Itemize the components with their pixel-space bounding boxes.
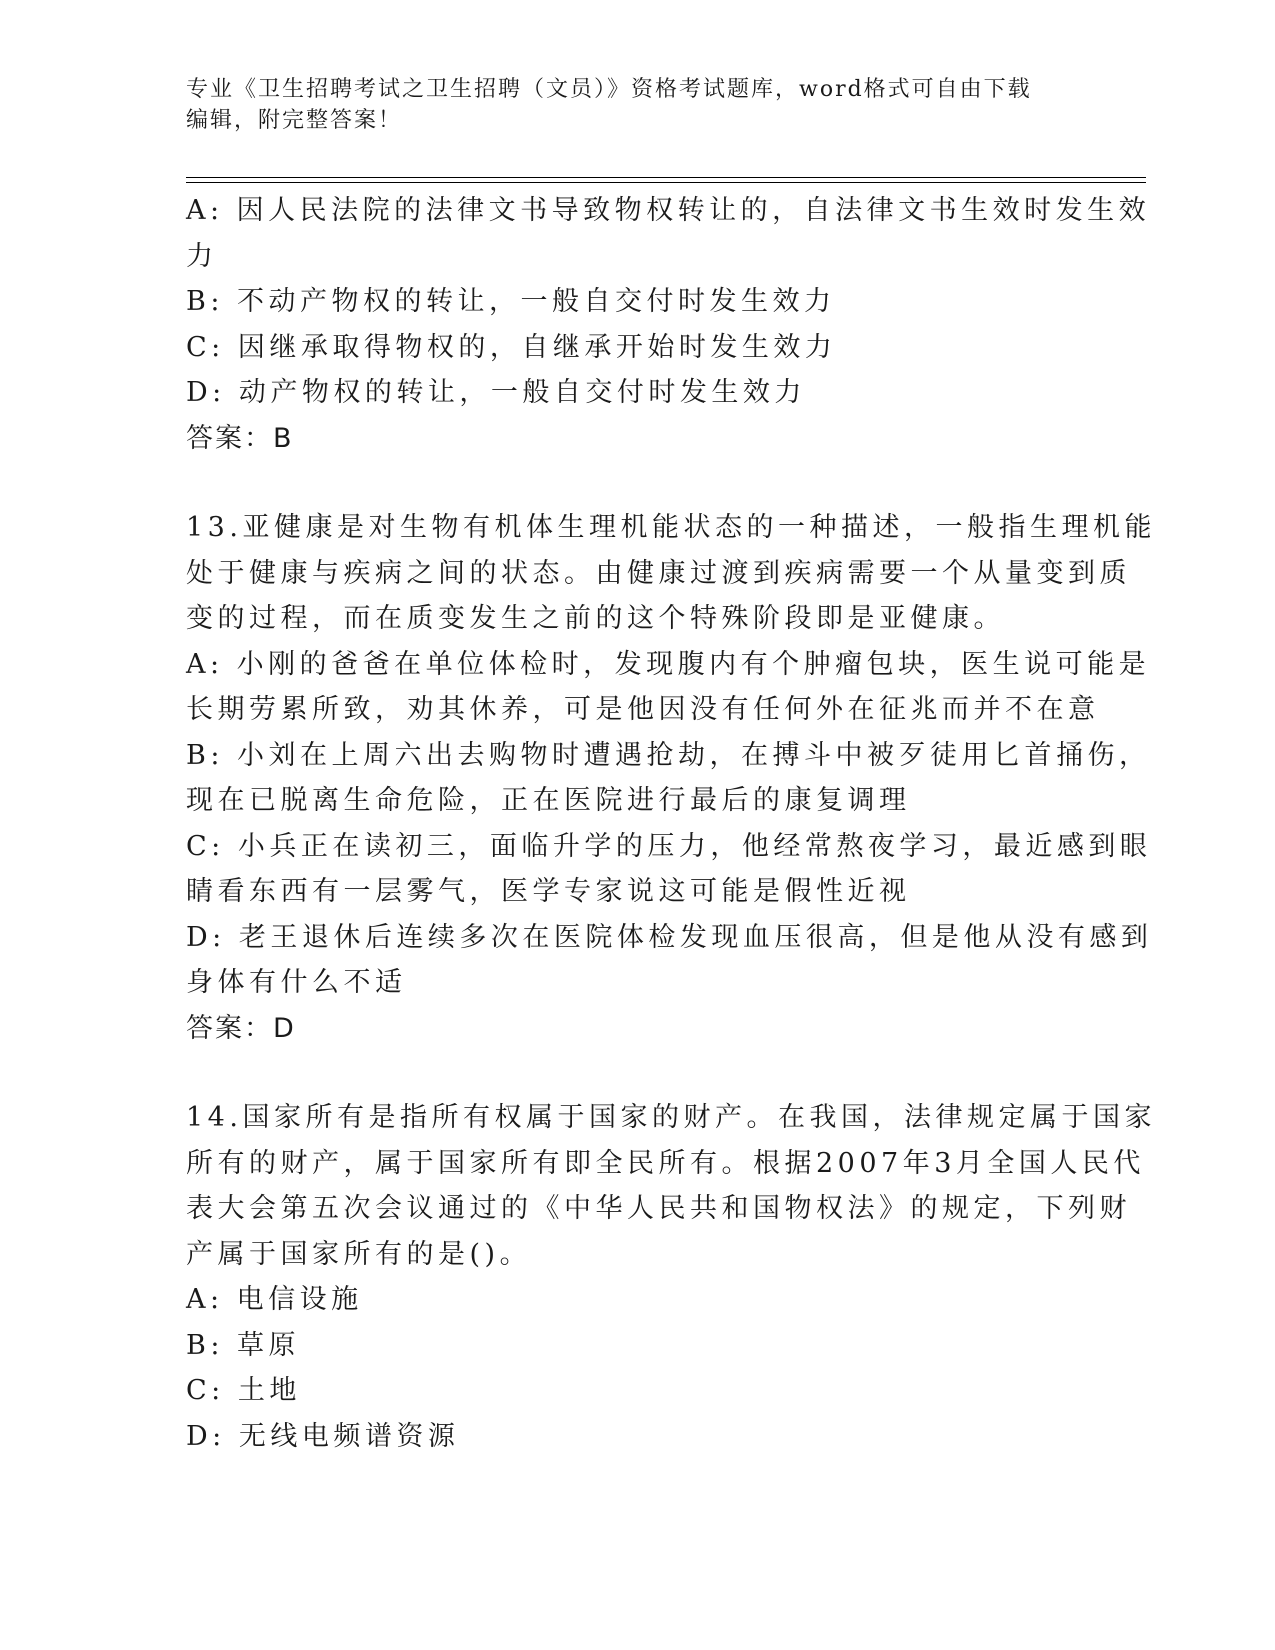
q13-option-b-line-2: 现在已脱离生命危险，正在医院进行最后的康复调理	[186, 785, 911, 816]
question-content	[186, 188, 1156, 1459]
document-header	[186, 74, 1066, 136]
q12-answer: 答案：B	[186, 422, 294, 454]
q13-option-c-line-2: 睛看东西有一层雾气，医学专家说这可能是假性近视	[186, 876, 911, 907]
question-14	[186, 1095, 1156, 1459]
question-12	[186, 188, 1151, 461]
spacer	[186, 461, 1086, 505]
q14-stem-line-3: 表大会第五次会议通过的《中华人民共和国物权法》的规定，下列财	[186, 1193, 1131, 1224]
q13-stem-line-1: 13.亚健康是对生物有机体生理机能状态的一种描述，一般指生理机能	[186, 512, 1156, 543]
q13-option-d-line-1: D: 老王退休后连续多次在医院体检发现血压很高，但是他从没有感到	[186, 921, 1153, 953]
q12-option-b: B: 不动产物权的转让，一般自交付时发生效力	[186, 286, 836, 317]
q14-stem-line-2: 所有的财产，属于国家所有即全民所有。根据2007年3月全国人民代	[186, 1147, 1145, 1179]
q13-option-a-line-2: 长期劳累所致，劝其休养，可是他因没有任何外在征兆而并不在意	[186, 694, 1100, 725]
q14-option-d: D: 无线电频谱资源	[186, 1420, 460, 1452]
header-divider-top	[186, 177, 1146, 178]
q13-answer: 答案：D	[186, 1012, 296, 1044]
q14-stem-line-1: 14.国家所有是指所有权属于国家的财产。在我国，法律规定属于国家	[186, 1102, 1156, 1133]
question-13	[186, 505, 1156, 1051]
q12-option-c: C: 因继承取得物权的，自继承开始时发生效力	[186, 331, 837, 363]
q13-option-b-line-1: B: 小刘在上周六出去购物时遭遇抢劫，在搏斗中被歹徒用匕首捅伤，	[186, 739, 1151, 771]
q12-option-a-line-2: 力	[186, 240, 218, 272]
header-line-2: 编辑，附完整答案！	[186, 108, 403, 133]
header-line-1: 专业《卫生招聘考试之卫生招聘（文员）》资格考试题库，word格式可自由下载	[186, 77, 1032, 102]
q14-stem-line-4: 产属于国家所有的是()。	[186, 1238, 532, 1270]
q13-option-a-line-1: A: 小刚的爸爸在单位体检时，发现腹内有个肿瘤包块，医生说可能是	[186, 648, 1151, 680]
q14-option-b: B: 草原	[186, 1329, 301, 1361]
q12-option-a-line-1: A: 因人民法院的法律文书导致物权转让的，自法律文书生效时发生效	[186, 195, 1151, 226]
q13-option-d-line-2: 身体有什么不适	[186, 967, 407, 998]
q14-option-a: A: 电信设施	[186, 1284, 363, 1315]
spacer	[186, 1051, 1086, 1095]
header-divider-bottom	[186, 182, 1146, 183]
q13-option-c-line-1: C: 小兵正在读初三，面临升学的压力，他经常熬夜学习，最近感到眼	[186, 830, 1152, 862]
q12-option-d: D: 动产物权的转让，一般自交付时发生效力	[186, 377, 806, 408]
q14-option-c: C: 土地	[186, 1375, 301, 1406]
q13-stem-line-2: 处于健康与疾病之间的状态。由健康过渡到疾病需要一个从量变到质	[186, 557, 1131, 589]
q13-stem-line-3: 变的过程，而在质变发生之前的这个特殊阶段即是亚健康。	[186, 603, 1005, 634]
